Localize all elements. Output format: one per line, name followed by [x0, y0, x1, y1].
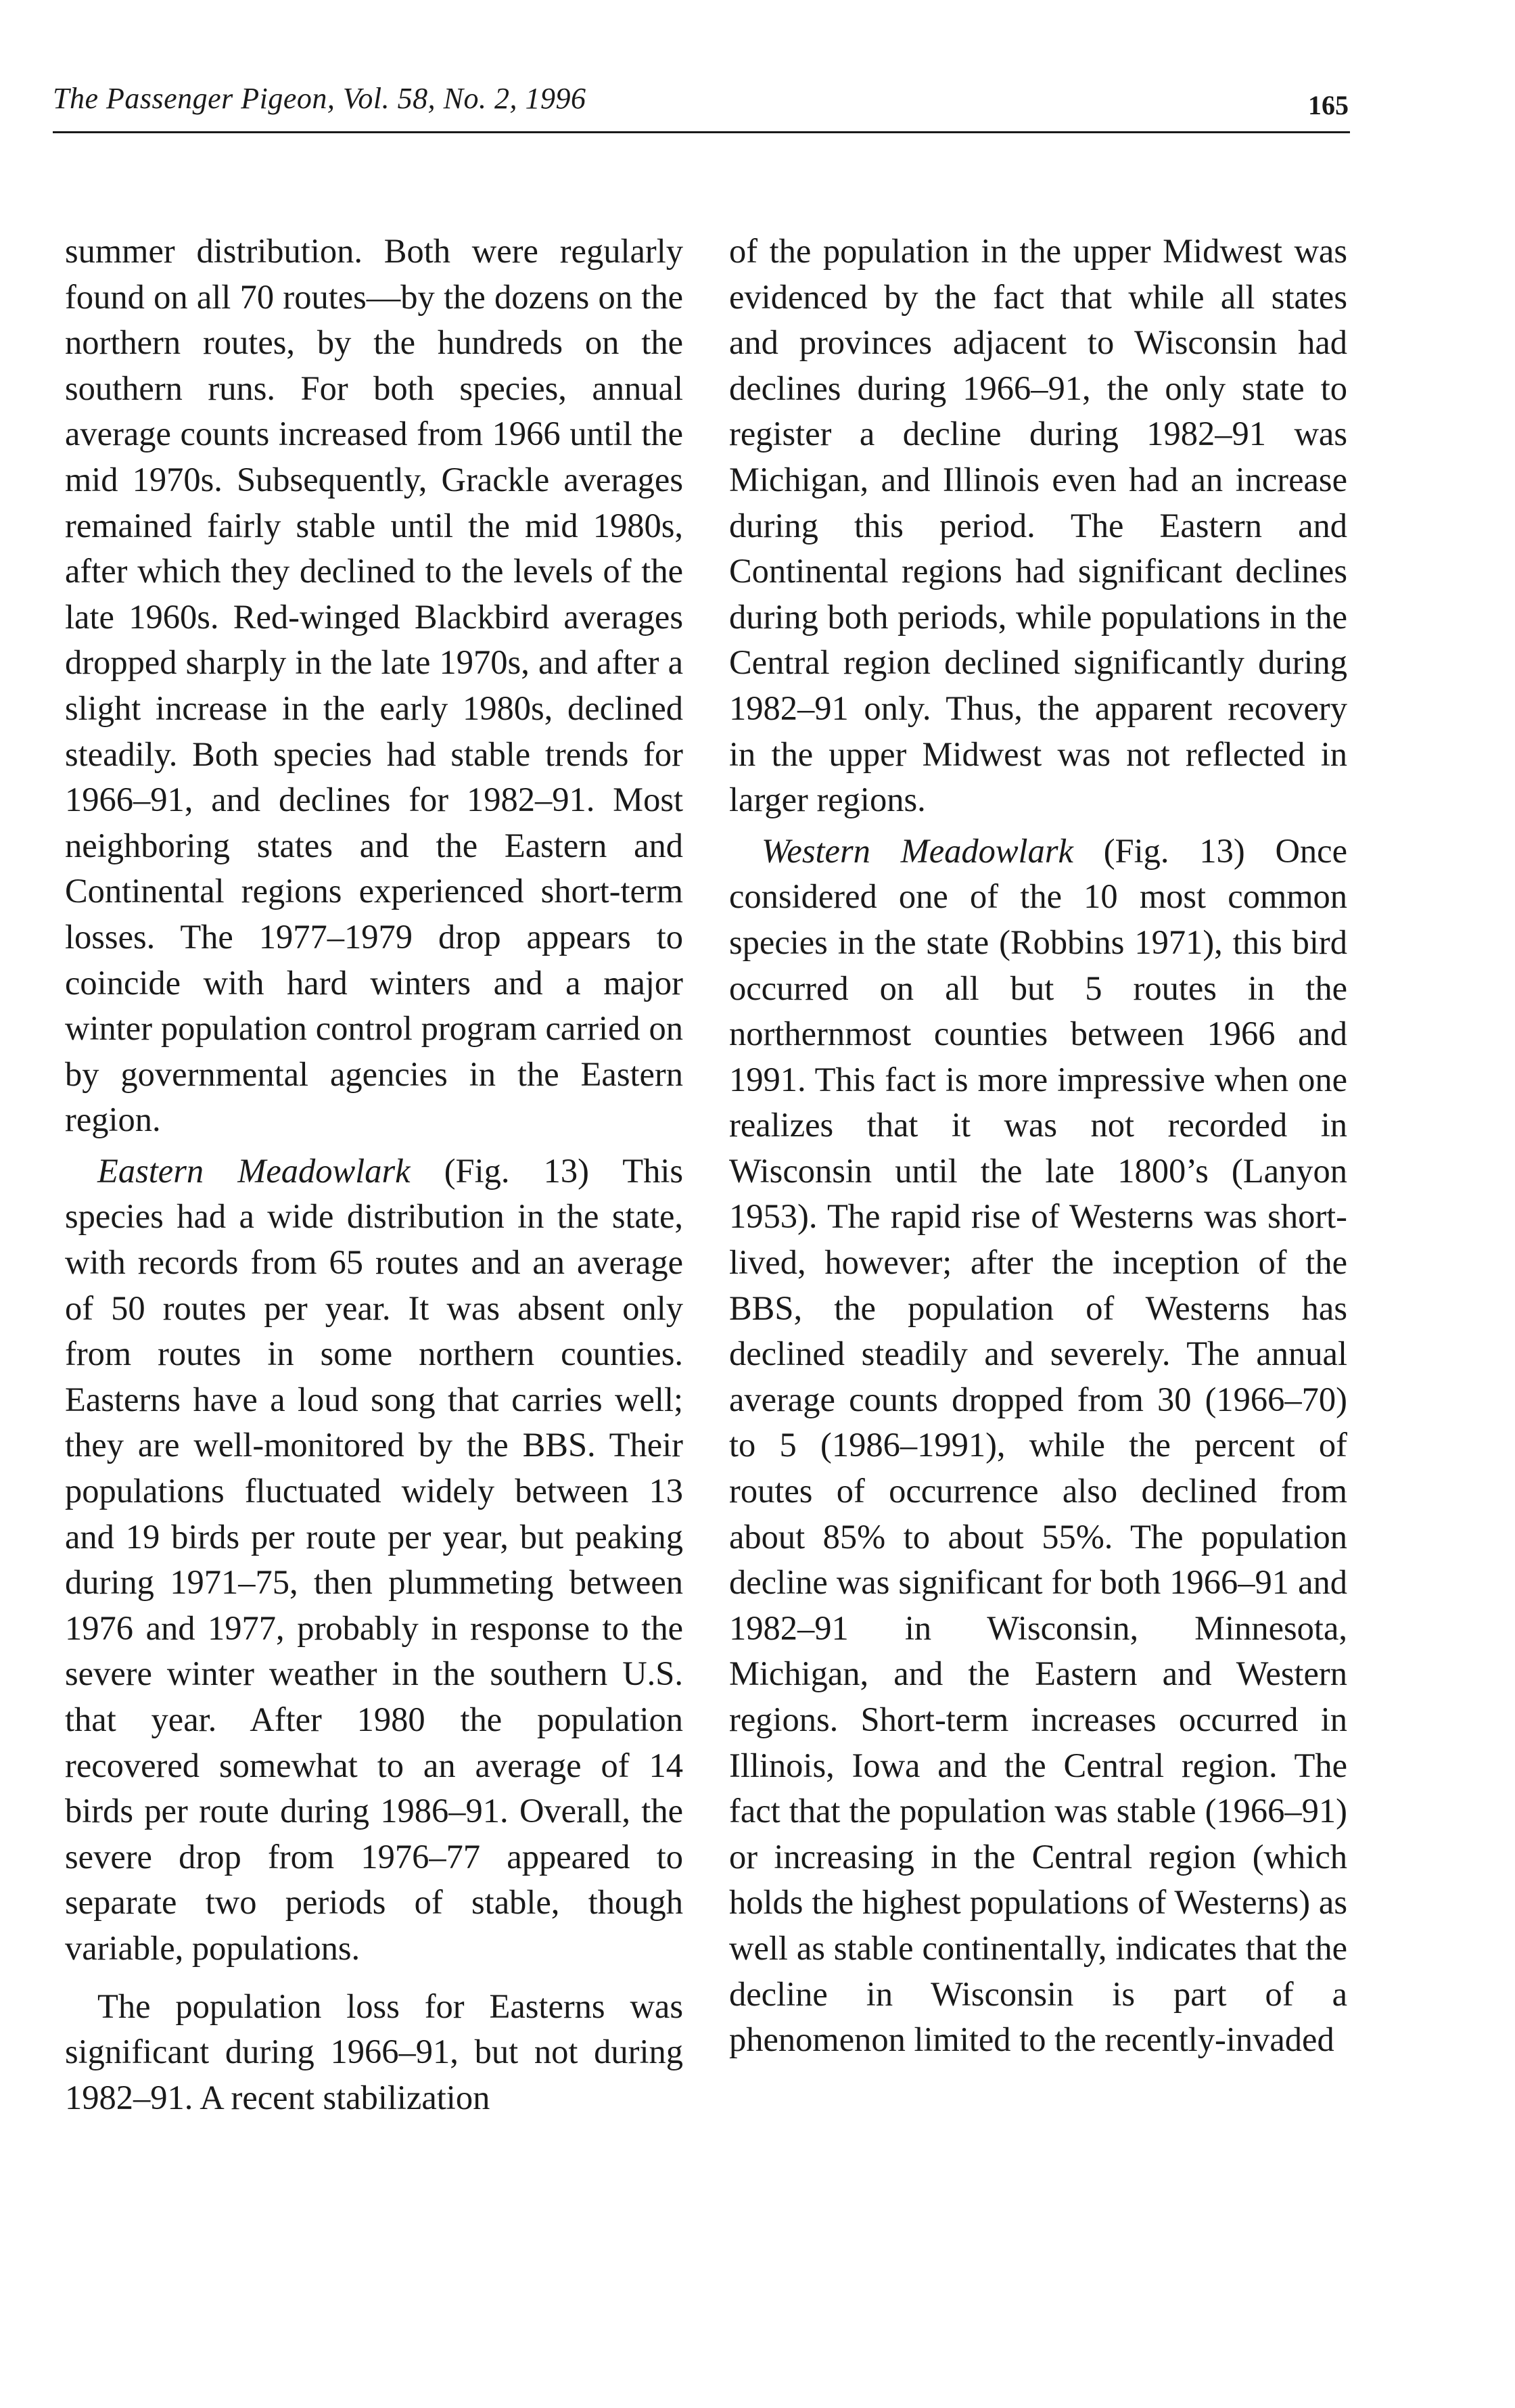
paragraph-body: (Fig. 13) This species had a wide distribution in the state, with records from 65 routes and an average of 50 routes per year. It was absent only from routes in some northern counties. Easterns have a loud song that carries well; they are well-monitored by the BBS. Their populations fluctuated widely between 13 and 19 birds per route per year, but peaking during 1971–75, then plummeting between 1976 and 1977, probably in response to the severe winter weather in the southern U.S. that year. After 1980 the population recovered somewhat to an average of 14 birds per route during 1986–91. Overall, the severe drop from 1976–77 appeared to separate two periods of stable, though variable, populations.	[65, 1151, 684, 1967]
paragraph-body: (Fig. 13) Once considered one of the 10 most common species in the state (Robbins 1971), this bird occurred on all but 5 routes in the northernmost counties between 1966 and 1991. This fact is more impressive when one realizes that it was not recorded in Wisconsin until the late 1800’s (Lanyon 1953). The rapid rise of Westerns was short-lived, however; after the inception of the BBS, the population of Westerns has declined steadily and severely. The annual average counts dropped from 30 (1966–70) to 5 (1986–1991), while the percent of routes of occurrence also declined from about 85% to about 55%. The population decline was significant for both 1966–91 and 1982–91 in Wisconsin, Minnesota, Michigan, and the Eastern and Western regions. Short-term increases occurred in Illinois, Iowa and the Central region. The fact that the population was stable (1966–91) or increasing in the Central region (which holds the highest populations of Westerns) as well as stable continentally, indicates that the decline in Wisconsin is part of a phenomenon limited to the recently-invaded	[729, 831, 1347, 2059]
page-number: 165	[1308, 90, 1349, 120]
paragraph-eastern-trend: The population loss for Easterns was significant during 1966–91, but not during 1982–91. A recent stabilization	[65, 1987, 683, 2116]
left-column	[65, 229, 683, 2121]
paragraph-grackle-blackbird: summer distribution. Both were regularly found on all 70 routes—by the dozens on the northern routes, by the hundreds on the southern runs. For both species, annual average counts increased from 1966 until the mid 1970s. Subsequently, Grackle averages remained fairly stable until the mid 1980s, after which they declined to the levels of the late 1960s. Red-winged Blackbird averages dropped sharply in the late 1970s, and after a slight increase in the early 1980s, declined steadily. Both species had stable trends for 1966–91, and declines for 1982–91. Most neighboring states and the Eastern and Continental regions experienced short-term losses. The 1977–1979 drop appears to coincide with hard winters and a major winter population control program carried on by governmental agencies in the Eastern region.	[65, 232, 683, 1139]
species-name-western-meadowlark: Western Meadowlark	[762, 831, 1073, 870]
header-rule	[53, 131, 1350, 133]
running-head: The Passenger Pigeon, Vol. 58, No. 2, 1996	[53, 82, 586, 115]
right-column	[729, 229, 1347, 2063]
paragraph-eastern-meadowlark	[65, 1149, 683, 1972]
paragraph-western-meadowlark	[729, 829, 1347, 2063]
paragraph-upper-midwest: of the population in the upper Midwest was evidenced by the fact that while all states and provinces adjacent to Wisconsin had declines during 1966–91, the only state to register a decline during 1982–91 was Michigan, and Illinois even had an increase during this period. The Eastern and Continental regions had significant declines during both periods, while populations in the Central region declined significantly during 1982–91 only. Thus, the apparent recovery in the upper Midwest was not reflected in larger regions.	[729, 232, 1347, 819]
species-name-eastern-meadowlark: Eastern Meadowlark	[97, 1151, 411, 1190]
